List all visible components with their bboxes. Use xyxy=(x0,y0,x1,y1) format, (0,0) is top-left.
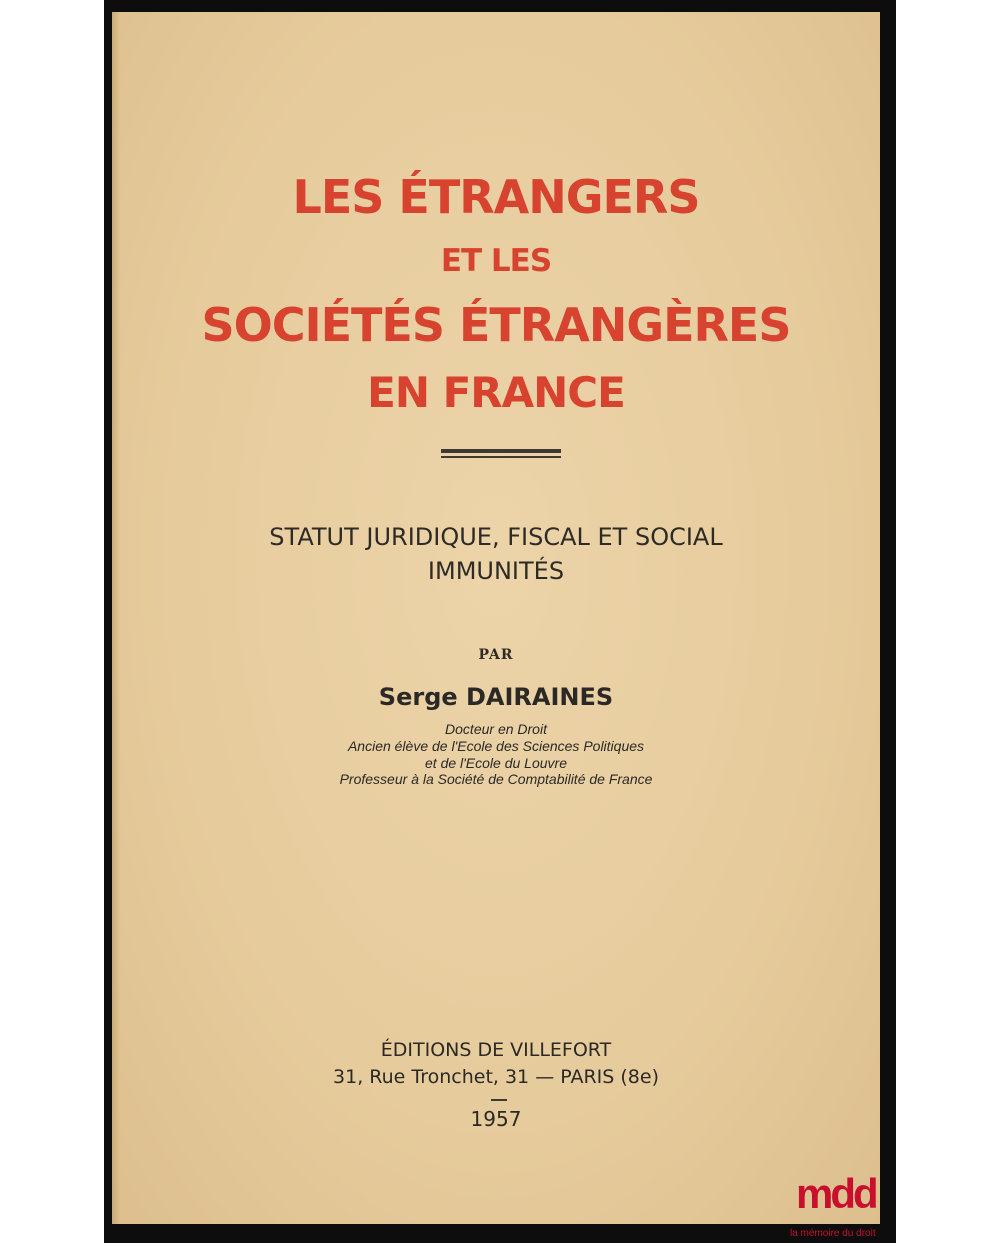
year-dash xyxy=(491,1099,507,1101)
title-divider-thick xyxy=(441,449,561,453)
title-divider-thin xyxy=(441,456,561,458)
title-line-3: SOCIÉTÉS ÉTRANGÈRES xyxy=(201,298,791,352)
title-line-1: LES ÉTRANGERS xyxy=(292,170,700,224)
mdd-logo xyxy=(790,1170,900,1242)
logo-mark: mdd xyxy=(796,1170,876,1217)
publication-year: 1957 xyxy=(470,1107,522,1131)
author-name: Serge DAIRAINES xyxy=(378,683,614,711)
subtitle-line-1: STATUT JURIDIQUE, FISCAL ET SOCIAL xyxy=(269,523,723,551)
author-credential: Professeur à la Société de Comptabilité de France xyxy=(339,771,653,787)
publisher-address: 31, Rue Tronchet, 31 — PARIS (8e) xyxy=(333,1066,659,1088)
author-credential: Ancien élève de l'Ecole des Sciences Politiques xyxy=(347,738,645,754)
by-label: PAR xyxy=(478,647,514,663)
publisher-name: ÉDITIONS DE VILLEFORT xyxy=(380,1039,612,1061)
title-line-4: EN FRANCE xyxy=(367,368,625,417)
subtitle-line-2: IMMUNITÉS xyxy=(427,557,565,585)
logo-tagline: la mémoire du droit xyxy=(790,1228,876,1239)
author-credential: Docteur en Droit xyxy=(445,721,547,737)
title-line-2: ET LES xyxy=(440,243,552,279)
author-credential: et de l'Ecole du Louvre xyxy=(425,755,567,771)
